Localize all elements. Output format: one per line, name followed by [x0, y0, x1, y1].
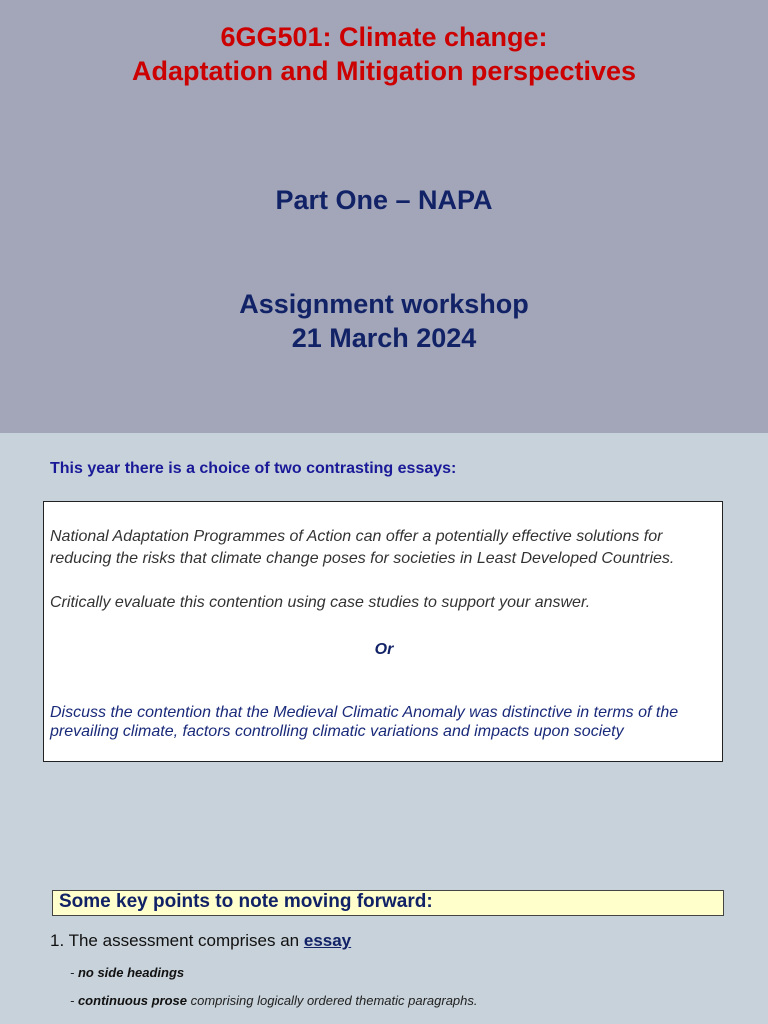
essay-question-2 — [50, 703, 715, 741]
course-title-line1: 6GG501: Climate change: — [220, 22, 548, 52]
workshop-line1: Assignment workshop — [239, 289, 529, 319]
essay-question-2-line2: prevailing climate, factors controlling climatic variations and impacts upon society — [50, 723, 624, 740]
workshop-title — [0, 287, 768, 355]
essay-question-1-line2: reducing the risks that climate change poses for societies in Least Developed Countries. — [50, 550, 675, 567]
sub-point-2-dash: - — [70, 993, 78, 1008]
sub-point-no-side-headings — [70, 965, 184, 980]
point-1-text: 1. The assessment comprises an — [50, 931, 304, 950]
essay-question-1-instruction: Critically evaluate this contention using case studies to support your answer. — [50, 594, 591, 611]
intro-text: This year there is a choice of two contrasting essays: — [50, 460, 457, 477]
key-points-heading: Some key points to note moving forward: — [52, 890, 724, 916]
sub-point-1-dash: - — [70, 965, 78, 980]
essay-question-1-line1: National Adaptation Programmes of Action can offer a potentially effective solutions for — [50, 528, 663, 545]
sub-point-2-rest: comprising logically ordered thematic paragraphs. — [187, 993, 478, 1008]
title-slide — [0, 0, 768, 433]
essay-link[interactable]: essay — [303, 931, 352, 950]
or-separator: Or — [374, 641, 394, 658]
point-1 — [50, 931, 351, 951]
workshop-date: 21 March 2024 — [291, 323, 477, 353]
sub-point-1-bold: no side headings — [77, 965, 185, 980]
sub-point-continuous-prose — [70, 993, 478, 1008]
course-title — [0, 20, 768, 88]
essay-question-2-line1: Discuss the contention that the Medieval Climatic Anomaly was distinctive in terms of the — [50, 704, 679, 721]
course-title-line2: Adaptation and Mitigation perspectives — [131, 56, 637, 86]
part-title: Part One – NAPA — [275, 185, 493, 215]
sub-point-2-bold: continuous prose — [77, 993, 188, 1008]
essay-questions-box — [43, 501, 723, 762]
essay-question-1 — [50, 526, 715, 570]
